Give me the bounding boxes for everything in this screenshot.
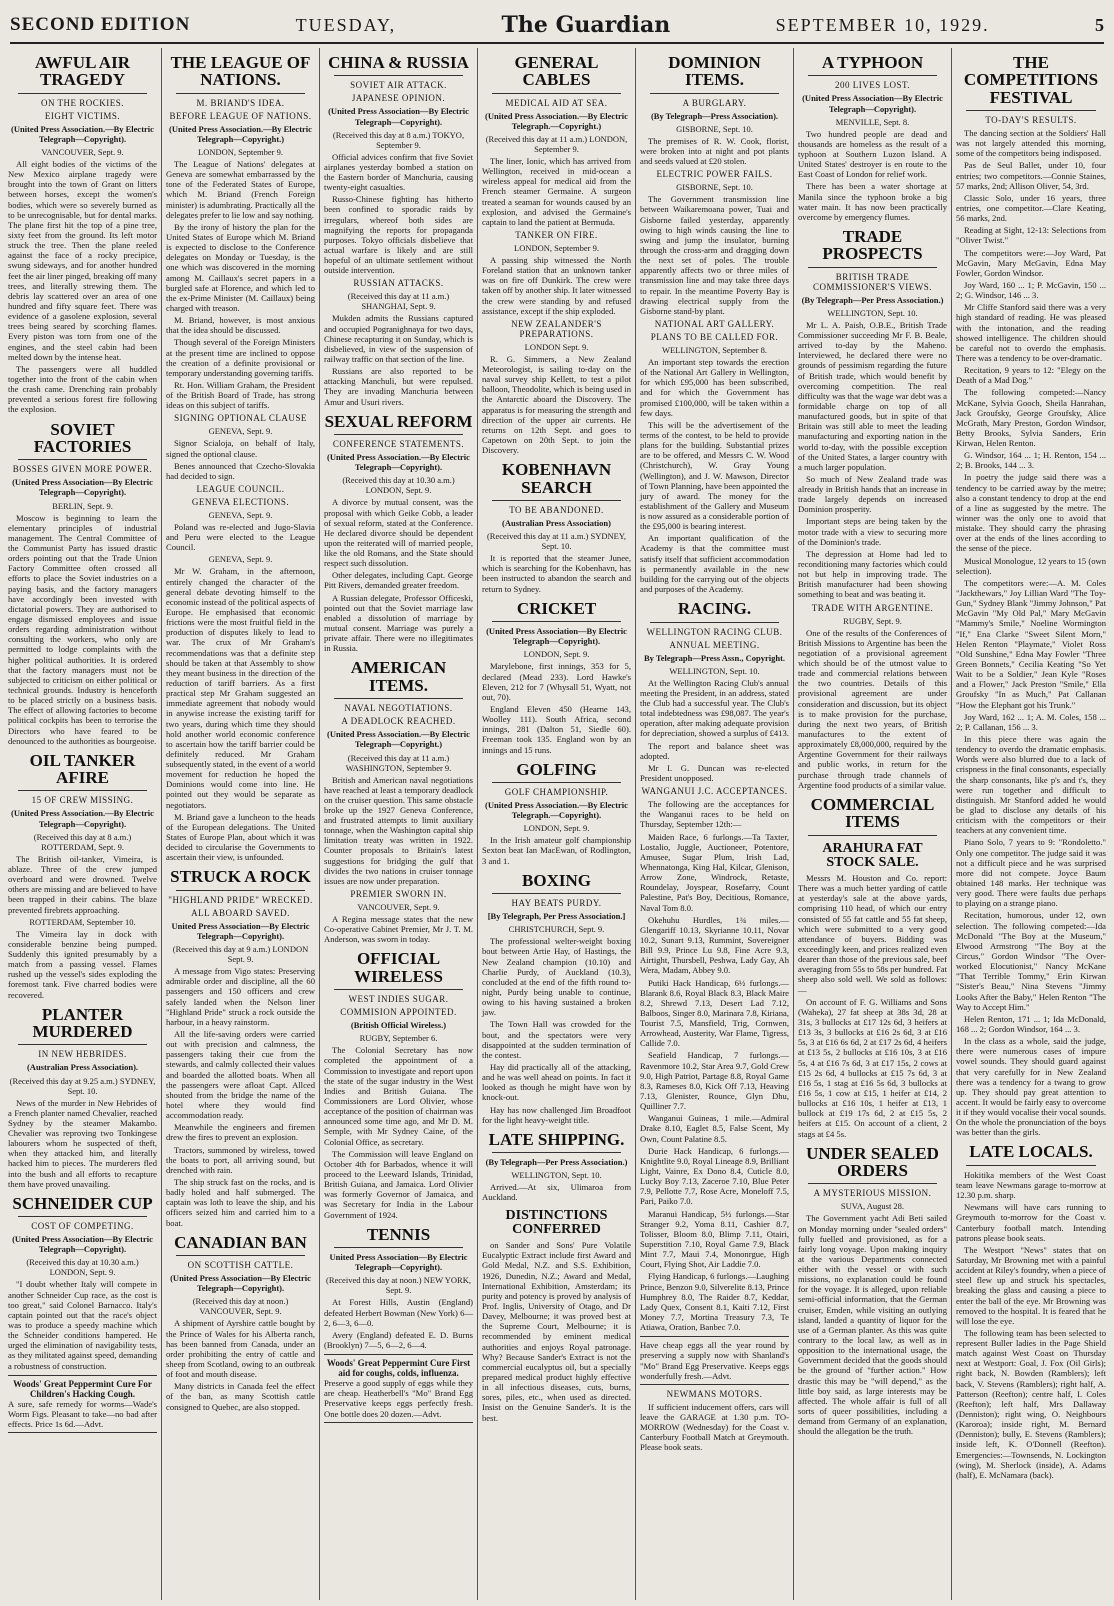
- subheading: ON SCOTTISH CATTLE.: [187, 1260, 294, 1271]
- credit-line: (United Press Association—By Electric Telegraph—Copyright).: [170, 1273, 311, 1294]
- article-paragraph: At Forest Hills, Austin (England) defeated Herbert Bowman (New York) 6—2, 6—3, 6—0.: [324, 1297, 473, 1328]
- column-3: [320, 48, 478, 1600]
- day-label: TUESDAY,: [295, 14, 397, 35]
- article-paragraph: A message from Vigo states: Preserving admirable order and discipline, all the 60 passengers and 150 officers and crew safely landed when the Nelson liner "Highland Pride" struck a rock outside the harbour, in a heavy rainstorm.: [166, 966, 315, 1027]
- article-paragraph: Other delegates, including Capt. George Pitt Rivers, demanded greater freedom.: [324, 570, 473, 591]
- headline: AWFUL AIR TRAGEDY: [35, 53, 130, 90]
- dateline: (Received this day at 8 a.m.) TOKYO, September 9.: [332, 129, 465, 150]
- headline: DOMINION ITEMS.: [668, 53, 761, 90]
- article-paragraph: A shipment of Ayrshire cattle bought by the Prince of Wales for his Alberta ranch, has been banned from Canada, under an order prohibiting the entry of cattle and sheep from Scotland, owing to an outbreak of foot and mouth disease.: [166, 1318, 315, 1380]
- article-paragraph: This will be the advertisement of the terms of the contest, to be held to provide plans for the building. Substantial prizes are to be offered, and Messrs C. W. Wood (Christchurch), W. Gray Young (Wellington), and J. W. Mawson, Director of Town Planning, have been appointed the jury of award. The money for the establishment of the Gallery and Museum is now assured as a considerable portion of the £95,000 is bearing interest.: [640, 419, 789, 532]
- dateline: GISBORNE, Sept. 10.: [676, 182, 753, 193]
- headline: OFFICIAL WIRELESS: [354, 949, 443, 986]
- article-paragraph: M. Briand, however, is most anxious that the idea should be discussed.: [166, 315, 315, 336]
- subheading: ALL ABOARD SAVED.: [191, 907, 290, 918]
- article-paragraph: Recitation, 9 years to 12: "Elegy on the Death of a Mad Dog.": [956, 365, 1106, 386]
- article-paragraph: The League of Nations' delegates at Geneva are somewhat embarrassed by the tone of the Federated States of Europe, which M. Briand (French Foreign minister) is adumbrating. Practically all the delegates prefer to lie low and say nothing.: [166, 159, 315, 220]
- credit-line: (United Press Association—By Electric Telegraph—Copyright).: [486, 626, 627, 647]
- subheading: TANKER ON FIRE.: [515, 230, 598, 241]
- article-paragraph: Classic Solo, under 16 years, three entries, one competitor.—Clare Keating, 56 marks, 2nd.: [956, 192, 1106, 224]
- headline-rule: [18, 1216, 147, 1217]
- column-6: [794, 48, 952, 1600]
- article-paragraph: The liner, Ionic, which has arrived from Wellington, received in mid-ocean a wireless appeal for medical aid from the French steamer Germaine. A surgeon treated a seaman for wounds caused by an explosion, and advised the Germaine's captain to land the patient at Bermuda.: [482, 156, 631, 227]
- article-paragraph: In this piece there was again the tendency to overdo the dramatic emphasis. Words were also blurred due to a lack of crispness in the final consonants, especially the sharp consonants, like p's and t's, they were run together and difficult to distinguish. Mr Stanford added he would be glad to disclose any details of his criticism with the competitors or their teachers at any convenient time.: [956, 734, 1106, 836]
- article-paragraph: Mr L. A. Paish, O.B.E., British Trade Commissioner succeeding Mr F. B. Beale, arrived to-day by the Maheno. Interviewed, he declared there were no grounds of pessimism regarding the future of British trade, which would benefit by overcoming competition. The real difficulty was that the wage war debt was a formidable charge on top of all manufactured goods, but in spite of that Britain was still able to meet the leading manufacturing and exporting nation in the world to-day, with the possible exception of the United States, a larger country with a much larger population.: [798, 319, 947, 472]
- article-paragraph: In the Irish amateur golf championship Sexton beat Ian MacEwan, of Rodlington, 3 and 1.: [482, 835, 631, 866]
- headline: UNDER SEALED ORDERS: [806, 1143, 939, 1181]
- subheading: COST OF COMPETING.: [31, 1221, 134, 1232]
- headline: COMMERCIAL ITEMS: [810, 794, 935, 832]
- article-paragraph: Durie Hack Handicap, 6 furlongs.—Knightlite 9.0, Royal Lineage 8.9, Brilliant Light, Vainre, Ex Dono 8.4, Cuticle 8.0, Lucky Boy 7.13, Zaceroe 7.10, Blue Peter 7.9, Pellotte 7.7, Rose Acre, Moneloff 7.5, Pari, Paiko 7.0.: [640, 1145, 789, 1207]
- dateline: GENEVA, Sept. 9.: [208, 509, 273, 520]
- article-paragraph: Poland was re-elected and Jugo-Slavia and Peru were elected to the League Council.: [166, 521, 315, 553]
- headline-rule: [334, 75, 463, 76]
- article-paragraph: England Eleven 450 (Hearne 143, Woolley 111). South Africa, second innings, 281 (Dalton 51, Siedle 60). Freeman took 135. England won by an innings and 15 runs.: [482, 703, 631, 755]
- credit-line: (By Telegraph—Per Press Association.): [485, 1157, 628, 1168]
- dateline: CHRISTCHURCH, Sept. 9.: [508, 924, 605, 935]
- article-paragraph: Rt. Hon. William Graham, the President of the British Board of Trade, has strong ideas on this subject of tariffs.: [166, 379, 315, 411]
- article-paragraph: On account of F. G. Williams and Sons (Waheka), 27 fat sheep at 38s 3d, 28 at 31s, 3 bullocks at £17 12s 6d, 3 heifers at £13 3s, 3 bullocks at £16 2s 6d, 3 at £16 5s, 3 at £16 6s 6d, 2 at £17 2s 6d, 4 heifers at £13 5s, 2 bullocks at £16 10s, 3 at £16 5s, 4 at £16 7s 6d, 3 at £17 15s, 2 cows at £15 2s 6d, 4 bullocks at £15 7s 6d, 3 at £16 5s, 1 stag at £16 5s 6d, 3 bullocks at £16 5s, 1 cow at £15, 1 heifer at £14, 2 bullocks at £16 10s, 1 heifer at £13, 1 bullock at £19 17s 6d, 2 at £15 5s, 2 heifers at £15. On account of a client, 2 stags at £4 5s.: [798, 996, 947, 1139]
- subheading: ELECTRIC POWER FAILS.: [656, 169, 773, 180]
- article-paragraph: News of the murder in New Hebrides of a French planter named Chevalier, reached Sydney by the steamer Makambo. Chevalier was reproving two Tonkingese labourers whom he suspected of theft, when they attacked him, and literally hacked him to pieces. The murderers fled into the bush and all efforts to recapture them have proved unavailing.: [8, 1097, 157, 1189]
- dateline: LONDON, Sept. 9.: [523, 649, 590, 660]
- subheading: BRITISH TRADE COMMISSIONER'S VIEWS.: [813, 271, 932, 292]
- subheading: PLANS TO BE CALLED FOR.: [650, 331, 779, 342]
- headline-rule: [334, 698, 463, 699]
- article-paragraph: In the class as a whole, said the judge, there were numerous cases of impure vowel sounds. They should guard against that very carefully for in New Zealand there was a tendency for a twang to grow up. They should pay great attention to accent. It would be fairly easy to overcome it if they would vocalise their vocal sounds. On the whole the pronunciation of the boys was better than the girls.: [956, 1036, 1106, 1138]
- article-paragraph: If sufficient inducement offers, cars will leave the GARAGE at 1.30 p.m. TO-MORROW (Wednesday) for the Coast v. Canterbury Football Match at Greymouth. Please book seats.: [640, 1401, 789, 1453]
- article-paragraph: The passengers were all huddled together into the front of the cabin when the crash came. Drenching rain probably prevented a serious forest fire following the explosion.: [8, 363, 157, 415]
- article-paragraph: Reading at Sight, 12-13: Selections from "Oliver Twist.": [956, 225, 1106, 246]
- subheading: GENEVA ELECTIONS.: [191, 496, 290, 507]
- article-paragraph: on Sander and Sons' Pure Volatile Eucalyptic Extract include first Award and Gold Medal, N.Z. and S.S. Exhibition, 1926, Dunedin, N.Z.; Award and Medal, International Exhibition, Amsterdam; its purity and potency is proved by analysis of Prof. Inglis, University of Otago, and Dr Davey, Melbourne; it was proved best at the Supreme Court, Melbourne; it is recommended by eminent medical authorities and enjoys Royal patronage. Why? Because Sander's Extract is not the commercial eucalyptus oil, but a specially prepared medical product highly effective in all infectious diseases, cuts, burns, sores, piles, etc., when used as directed. Insist on the Genuine Sander's. It is the best.: [482, 1240, 631, 1423]
- subheading: NEW ZEALANDER'S PREPARATIONS.: [511, 318, 602, 339]
- subheading: WEST INDIES SUGAR.: [348, 994, 449, 1005]
- headline-rule: [808, 75, 937, 76]
- dateline: RUGBY, Sept. 9.: [843, 615, 902, 626]
- article-paragraph: Musical Monologue, 12 years to 15 (own selection).: [956, 555, 1107, 576]
- article-paragraph: A Regina message states that the new Co-operative Cabinet Premier, Mr J. T. M. Anderson, was sworn in today.: [324, 914, 473, 945]
- article-paragraph: The British oil-tanker, Vimeira, is ablaze. Three of the crew jumped overboard and were drowned. Twelve others are missing and are believed to have been trapped in their cabins. The blaze prevented firebrets approaching.: [8, 853, 157, 915]
- subheading: TO-DAY'S RESULTS.: [985, 114, 1077, 125]
- article-paragraph: The ship struck fast on the rocks, and is badly holed and half submerged. The captain was loth to leave the ship, and his officers seized him and carried him to a boat.: [166, 1176, 315, 1228]
- advertisement-text: Have cheap eggs all the year round by preserving a supply now with Shanland's "Mo" Brand Egg Preservative. Keeps eggs wonderfully fresh.—Advt.: [640, 1340, 789, 1381]
- subheading: WELLINGTON RACING CLUB.: [646, 626, 783, 637]
- dateline: (Received this day at 11 a.m.) WASHINGTON, September 9.: [345, 752, 452, 773]
- dateline: (Received this day at 10.30 a.m.) LONDON, Sept. 9.: [342, 475, 455, 496]
- article-paragraph: Wanganui Guineas, 1 mile.—Admiral Drake 8.10, Eaglet 8.5, False Scent, My Own, Count Palatine 8.5.: [640, 1113, 789, 1144]
- headline: THE LEAGUE OF NATIONS.: [170, 53, 311, 90]
- article-paragraph: Benes announced that Czecho-Slovakia had decided to sign.: [166, 460, 315, 481]
- column-4: [478, 48, 636, 1600]
- headline: OIL TANKER AFIRE: [29, 750, 136, 788]
- dateline: GENEVA, Sept. 9.: [208, 426, 273, 437]
- article-paragraph: The Westport "News" states that on Saturday, Mr Browning met with a painful accident at Riley's foundry, when a piece of steel flew up and struck his spectacles, breaking the glass and causing a piece to enter the ball of the eye. Mr Browning was removed to the hospital. It is feared that he will lose the eye.: [956, 1244, 1106, 1326]
- article-paragraph: The following are the acceptances for the Wanganui races to be held on Thursday, September 12th:—: [640, 799, 789, 830]
- article-paragraph: Helen Renton, 171 ... 1; Ida McDonald, 168 ... 2; Gordon Windsor, 164 ... 3.: [956, 1013, 1106, 1034]
- subheading: A DEADLOCK REACHED.: [341, 716, 456, 727]
- edition-label: SECOND EDITION: [10, 14, 191, 35]
- advertisement-heading: Woods' Great Peppermint Cure First aid for coughs, colds, influenza.: [326, 1358, 471, 1379]
- article-paragraph: Mr Cliffe Stanford said there was a very high standard of reading. He was pleased with the intonation, and the reading showed intelligence. The children should be careful not to overdo the emphasis. There was a tendency to be over-dramatic.: [956, 302, 1106, 363]
- article-paragraph: Mr W. Graham, in the afternoon, entirely changed the character of the general debate devoting himself to the economic instead of the political aspects of Europe. He emphasised that economic frictions were the most fruitful field in the production of disputes likely to lead to war. The crux of Mr Graham's recommendations was that a definite step should be taken at that Assembly to show they meant business in the direction of the reduction of tariff barriers. As a first practical step Mr Graham suggested an immediate agreement that nobody would in anywise increase the existing tariff for two years, during which time they should hold another world economic conference to ascertain how the tariff barrier could be definitely reduced. Mr Graham subsequently stated, in the event of a world movement for reduction he hoped the Dominions would come into line. He pointed out they would be separate as negotiators.: [166, 566, 315, 810]
- subheading: MEDICAL AID AT SEA.: [505, 97, 608, 108]
- subheading: JAPANESE OPINION.: [351, 93, 446, 104]
- dateline: GISBORNE, Sept. 10.: [676, 123, 753, 134]
- credit-line: (United Press Association—By Electric Telegraph—Copyright).: [12, 477, 153, 498]
- subheading: WANGANUI J.C. ACCEPTANCES.: [641, 786, 788, 797]
- headline: ARAHURA FAT STOCK SALE.: [822, 840, 923, 870]
- credit-line: (United Press Association.—By Electric Telegraph—Copyright.): [327, 729, 470, 750]
- article-paragraph: An important step towards the erection of the National Art Gallery in Wellington, for which £95,000 has been subscribed, and for which the Government has promised £100,000, will be taken within a few days.: [640, 356, 789, 418]
- article-paragraph: Pas de Seul Ballet, under 10, four entries; two competitors.—Connie Staines, 57 marks, 2nd; Allison Oliver, 54, 3rd.: [956, 160, 1106, 191]
- subheading: TRADE WITH ARGENTINE.: [811, 602, 934, 613]
- headline-rule: [492, 621, 621, 622]
- dateline: WELLINGTON, Sept. 10.: [511, 1170, 602, 1181]
- article-paragraph: There has been a water shortage at Manila since the typhoon broke a big water main. It has now been practically overcome by emergency flumes.: [798, 181, 947, 222]
- dateline: ROTTERDAM, September 10.: [29, 916, 136, 927]
- subheading: A MYSTERIOUS MISSION.: [813, 1188, 932, 1199]
- article-paragraph: The Colonial Secretary has now completed the appointment of a Commission to investigate and report upon the state of the sugar industry in the West Indies and British Guiana. The Commissioners are Lord Olivier, whose acceptance of the position of chairman was announced some time ago, and Mr D. M. Semple, with Mr Sydney Caine, of the Colonial Office, as secretary.: [324, 1045, 473, 1147]
- subheading: IN NEW HEBRIDES.: [38, 1049, 127, 1060]
- headline: A TYPHOON: [821, 53, 924, 72]
- advertisement-heading: Woods' Great Peppermint Cure For Children's Hacking Cough.: [13, 1378, 152, 1399]
- article-paragraph: The dancing section at the Soldiers' Hall was not largely attended this morning, some of the competitors being indisposed.: [956, 127, 1106, 159]
- headline-rule: [808, 267, 937, 268]
- credit-line: (United Press Association.—By Electric Telegraph.—Copyright.): [485, 110, 628, 131]
- article-paragraph: The premises of R. W. Cook, florist, were broken into at night and pot plants and seeds valued at £20 stolen.: [640, 135, 789, 167]
- advertisement: [640, 1336, 789, 1385]
- article-paragraph: The Commission will leave England on October 4th for Barbados, whence it will proceed to the Leeward Islands, Trinidad, British Guiana, and Jamaica. Lord Olivier was formerly Governor of Jamaica, and was Secretary for India in the Labour Government of 1924.: [324, 1148, 473, 1220]
- article-paragraph: Messrs M. Houston and Co. report: There was a much better yarding of cattle at yesterday's sale at the above yards, comprising 110 head, of which our entry consisted of 55 fat cattle and 55 fat sheep, which were submitted to a very good attendance of buyers. Bidding was exceedingly keen, and prices realized even dearer than those of the previous sale, beef averaging from 55s to 58s per hundred. Fat sheep also sold well. We sold as follows:—: [798, 873, 947, 995]
- article-paragraph: The professional welter-weight boxing bout between Artie Hay, of Hastings, the New Zealand champion (10.10) and Charlie Purdy, of Auckland (10.3), concluded at the end of the fifth round to-night, Purdy being unable to continue, owing to his having sustained a broken jaw.: [482, 936, 631, 1018]
- issue-date: SEPTEMBER 10, 1929.: [775, 14, 990, 35]
- article-paragraph: Okehuhu Hurdles, 1¾ miles.—Glengariff 10.13, Skyrianne 10.11, Novar 10.2, Sunart 9.13, Rummint, Sovereigner Bill 9.9, Prince Lu 9.8, Fine Acre 9.3, Airtight, Thursbell, Peshwa, Lady Gay, Ah Wera, Madam, Abbey 9.0.: [640, 914, 789, 976]
- article-paragraph: R. G. Simmers, a New Zealand Meteorologist, is sailing to-day on the naval survey ship Kellett, to test a pilot balloon, Theodolite, which is being used in the Antarctic aboard the Discovery. The apparatus is for measuring the strength and direction of the upper air currents. He returns on 12th Sept. and goes to Capetown on 20th Sept. to join the Discovery.: [482, 353, 631, 456]
- article-paragraph: The report and balance sheet was adopted.: [640, 740, 789, 761]
- article-paragraph: Tractors, summoned by wireless, towed the boats to port, all arriving sound, but drenched with rain.: [166, 1144, 315, 1175]
- column-5: [636, 48, 794, 1600]
- column-2: [162, 48, 320, 1600]
- subheading: A BURGLARY.: [682, 97, 747, 108]
- subheading: EIGHT VICTIMS.: [44, 110, 121, 121]
- dateline: LONDON, September 9.: [198, 147, 283, 158]
- article-paragraph: Many districts in Canada feel the effect of the ban, as many Scottish cattle consigned to Quebec, are also stopped.: [166, 1381, 315, 1412]
- dateline: (Received this day at 9.25 a.m.) SYDNEY, Sept. 10.: [9, 1075, 156, 1096]
- headline-rule: [176, 93, 305, 94]
- subheading: GOLF CHAMPIONSHIP.: [504, 786, 609, 797]
- credit-line: (United Press Association—By Electric Telegraph—Copyright).: [328, 106, 469, 127]
- headline: PLANTER MURDERED: [32, 1004, 133, 1041]
- headline: LATE SHIPPING.: [488, 1129, 625, 1149]
- dateline: SUVA, August 28.: [840, 1201, 905, 1212]
- credit-line: United Press Association—By Electric Telegraph—Copyright).: [171, 920, 310, 941]
- article-paragraph: Though several of the Foreign Ministers at the present time are inclined to oppose the creation of a definite provisional or temporary understanding governing tariffs.: [166, 337, 315, 378]
- credit-line: By Telegraph—Press Assn., Copyright.: [643, 652, 786, 663]
- headline-rule: [176, 1255, 305, 1256]
- article-paragraph: Russians are also reported to be attacking Manchuli, but were repulsed. They are invading Manchuria between Amur and Usuri rivers.: [324, 366, 473, 407]
- headline: BOXING: [522, 870, 591, 890]
- article-paragraph: Avery (England) defeated E. D. Burns (Brooklyn) 7—5, 6—2, 6—4.: [324, 1329, 473, 1350]
- headline-rule: [966, 110, 1096, 111]
- credit-line: (United Press Association.—By Electric Telegraph—Copyright).: [327, 451, 470, 473]
- subheading: M. BRIAND'S IDEA.: [196, 97, 285, 108]
- dateline: (Received this day at 11 a.m.) SYDNEY, Sept. 10.: [486, 531, 627, 552]
- headline-rule: [334, 434, 463, 435]
- article-paragraph: Arrived.—At six, Ulimaroa from Auckland.: [482, 1182, 631, 1203]
- article-columns: [4, 48, 1110, 1600]
- credit-line: (Australian Press Association): [502, 517, 611, 528]
- article-paragraph: By the irony of history the plan for the United States of Europe which M. Briand is expected to disclose to the Conference delegates on Monday or Tuesday, is the one which was discovered in the morning among M. Caillaux's secret papers in a burgled safe at Florence, and which led to the ex-Prime Minister (M. Caillaux) being charged with treason.: [166, 221, 315, 313]
- subheading: NEWMANS MOTORS.: [666, 1388, 763, 1399]
- article-paragraph: One of the results of the Conferences of British Missions to Argentine has been the negotiation of a provisional agreement which should be of the utmost value to trade and commercial relations between the two countries. Details of this provisional agreement are under consideration and discussion, but its object is to make provision for the purchase, during the next two years, of British manufactures to the extent of approximately £8,000,000, required by the Argentine Government for their railways and public works, in return for the purchase through trade channels of Argentine food products of a similar value.: [798, 627, 947, 790]
- article-paragraph: The following competed:—Nancy McKane, Sylvia Gooch, Sheila Hanrahan, Jack Groufsky, George Groufsky, Alice McGrath, Mary Preston, Gordon Windsor, Betty Brooks, Sylvia Sanders, Erin Kirwan, Helen Renton.: [956, 387, 1106, 449]
- credit-line: (United Press Association—By Electric Telegraph—Copyright).: [12, 1234, 153, 1255]
- column-1: [4, 48, 162, 1600]
- advertisement: [8, 1375, 157, 1433]
- article-paragraph: Putiki Hack Handicap, 6½ furlongs.—Blarank 8.6, Royal Black 8.3, Black Maire 8.2, Shrewd 7.13, Desert Lad 7.12, Balboos, Singer 8.0, Marinara 7.8, Kiriana, Tourist 7.5, Mansfield, Trig, Cornwen, Arrowhead, Austerity, War Flame, Tigress, Callide 7.0.: [640, 977, 789, 1049]
- headline-rule: [650, 93, 779, 94]
- headline: AMERICAN ITEMS.: [350, 658, 447, 695]
- article-paragraph: Piano Solo, 7 years to 9: "Rondoletto." Only one competitor. The judge said it was not a difficult piece and he was surprised more did not compete. Joyce Baum obtained 148 marks. Her technique was very good. There were faults due perhaps to playing on a strange piano.: [956, 837, 1106, 909]
- article-paragraph: Recitation, humorous, under 12, own selection. The following competed:—Ida McDonald "The Boy at the Museum," Elwood Armstrong "The Boy at the Circus," Gordon Windsor "The Over-worked Elocutionist," Nancy McKane "That Terrible Tommy," Erin Kirwan "Sister's Beau," Nina Stevens "Jimmy Looks After the Baby," Helen Renton "The Way to Accept Him.": [956, 910, 1106, 1012]
- article-paragraph: The Government transmission line between Waikaremoana power, Tuai and Gisborne failed yesterday, apparently owing to high winds causing the line to swing and jump the insulator, burning through the cross-arm and dragging down the next set of poles. The trouble apparently affects two or three miles of transmission line and may take three days to repair. In the meantime Poverty Bay is drawing electrical supply from the Gisborne stand-by plant.: [640, 194, 789, 316]
- headline-rule: [334, 989, 463, 990]
- advertisement: [324, 1354, 473, 1423]
- article-paragraph: All eight bodies of the victims of the New Mexico airplane tragedy were brought into the town of Grant on litters between horses, except the women's bodies, which were so severely burned as to be unrecognisable, but for dental marks. The plane first hit the top of a pine tree, sixty feet from the ground. Its left motor struck the tree. Then the plane reeled against the face of a rocky precipice, swung sideways, and for another hundred feet the air liner pinged, breaking off many trees, and literally strewing them. The debris lay scattered over an area of one hundred and fifty square feet. There was evidence of a gasolene explosion, several trees being seared by scorching flames. Every piston was torn from one of the engines, and the steel cabin had been melted down by the intense heat.: [8, 159, 157, 362]
- advertisement-text: Preserve a good supply of eggs while they are cheap. Heatherbell's "Mo" Brand Egg Preservative keeps eggs perfectly fresh. One bottle does 20 dozen.—Advt.: [324, 1378, 473, 1419]
- dateline: MENVILLE, Sept. 8.: [835, 116, 910, 127]
- advertisement-text: A sure, safe remedy for worms—Wade's Worm Figs. Pleasant to take—no bad after effects. Price 1s 6d.—Advt.: [8, 1398, 157, 1430]
- article-paragraph: The competitors were:—Joy Ward, Pat McGavin, Mary McGavin, Edna May Fowler, Gordon Windsor.: [956, 247, 1106, 278]
- masthead: [10, 8, 1104, 44]
- headline-rule: [492, 893, 621, 894]
- dateline: (Received this day at noon.) VANCOUVER, Sept. 9.: [192, 1296, 289, 1317]
- headline: CANADIAN BAN: [174, 1232, 307, 1252]
- credit-line: [By Telegraph, Per Press Association.]: [487, 911, 626, 922]
- credit-line: (United Press Association.—By Electric Telegraph—Copyright).: [11, 123, 154, 144]
- article-paragraph: The competitors were:—A. M. Coles "Jackthewars," Joy Lillian Ward "The Toy-Gun," Sydney Blank "Jimmy Johnson," Pat McGavin "My Old Pal," Mary McGavin "Mammy's Smile," Noeline Wormington "If," Ena Clarke "Sweet Silent Morn," Helen Renton "Playmate," Violet Ross "Old Sunshine," Edna May Fowler "Three Green Bonnets," Cecilia Keating "So Yet Wait to be a Soldier," Jean Kyle "Roses and a Flower," Jack Preston "Smile," Ella Groufsky "In as Much," Pat Callanan "How the Elephant got his Trunk.": [956, 577, 1106, 710]
- dateline: LONDON Sept. 9.: [524, 341, 589, 352]
- dateline: (Received this day at noon.) NEW YORK, Sept. 9.: [326, 1275, 471, 1296]
- credit-line: (United Press Association.—By Electric Telegraph—Copyright).: [11, 808, 154, 829]
- dateline: VANCOUVER, Sept. 9.: [357, 902, 440, 913]
- headline: SOVIET FACTORIES: [33, 419, 132, 456]
- article-paragraph: Newmans will have cars running to Greymouth to-morrow for the Coast v. Canterbury football match. Intending patrons please book seats.: [956, 1202, 1106, 1243]
- article-paragraph: Hay did practically all of the attacking, and he was well ahead on points. In fact it looked as though he might have won by knock-out.: [482, 1061, 631, 1103]
- article-paragraph: The Town Hall was crowded for the bout, and the spectators were very disappointed at the sudden termination of the contest.: [482, 1019, 631, 1060]
- article-paragraph: Russo-Chinese fighting has hitherto been confined to sporadic raids by irregulars, whereof both sides are magnifying the reports for propaganda purposes. Tokyo officials disbelieve that actual warfare is likely and are still hopeful of an ultimate settlement without outside intervention.: [324, 194, 473, 276]
- article-paragraph: Mukden admits the Russians captured and occupied Pogranighnaya for two days, Chinese recapturing it on Sunday, which is disbelieved, in view of the suspension of railway traffic on that section of the line.: [324, 313, 473, 364]
- dateline: (Received this day at 11 a.m.) LONDON, September 9.: [485, 134, 628, 155]
- headline: THE COMPETITIONS FESTIVAL: [963, 53, 1099, 107]
- article-paragraph: Two hundred people are dead and thousands are homeless as the result of a typhoon at Southern Luzon Island. A United States' destroyer is en route to the East Coast of London for relief work.: [798, 128, 947, 180]
- dateline: WELLINGTON, Sept. 10.: [669, 665, 760, 676]
- headline: GOLFING: [516, 759, 597, 779]
- newspaper-title: The Guardian: [501, 12, 671, 38]
- subheading: 200 LIVES LOST.: [834, 80, 911, 91]
- article-paragraph: At the Wellington Racing Club's annual meeting the President, in an address, stated the Club had a successful year. The Club's total indebtedness was £98,087. The year's operation, after making adequate provision for depreciation, showed a surplus of £413.: [640, 677, 789, 739]
- headline: CHINA & RUSSIA: [328, 53, 469, 72]
- dateline: (Received this day at 11 a.m.) SHANGHAI, Sept. 9.: [347, 291, 450, 312]
- headline-rule: [334, 1247, 463, 1248]
- subheading: ANNUAL MEETING.: [669, 639, 760, 650]
- dateline: (Received this day at 10.30 a.m.) LONDON, Sept. 9.: [26, 1257, 139, 1278]
- headline: CRICKET: [516, 598, 597, 618]
- article-paragraph: Maiden Race, 6 furlongs.—Ta Taxter, Lostalio, Juggle, Auctioneer, Potentore, Amusee, Sugar Plum, Irish Lad, Whennatonga, King Hal, Kilcar, Glenison, Arrow Zone, Windrock, Retaste, Roundelay, Joyspear, Rosefarry, Count Palestine, Pat's Boy, Decitious, Romance, Naval Tom 8.0.: [640, 831, 789, 913]
- dateline: RUGBY, September 6.: [359, 1033, 438, 1044]
- dateline: GENEVA, Sept. 9.: [208, 554, 273, 565]
- headline-rule: [492, 500, 621, 501]
- dateline: (Received this day at 8 a.m.) ROTTERDAM, Sept. 9.: [33, 831, 132, 852]
- article-paragraph: An important qualification of the Academy is that the committee must satisfy itself that sufficient accommodation is permanently available in the new building for the carrying out of the objects and purposes of the Academy.: [640, 533, 789, 595]
- column-7: [952, 48, 1110, 1600]
- credit-line: (By Telegraph—Per Press Association.): [801, 294, 944, 305]
- article-paragraph: Flying Handicap, 6 furlongs.—Laughing Prince, Benzon 9.0, Silverelite 8.13, Prince Humphrey 8.0, The Raider 8.7, Keddar, Lady Quex, Consent 8.1, Kaiti 7.12, First Money 7.7, Mortina Treasury 7.3, Te Atiawa, Oration, Banbec 7.0.: [640, 1271, 789, 1333]
- headline-rule: [492, 93, 621, 94]
- credit-line: (By Telegraph—Press Association).: [650, 110, 779, 121]
- subheading: PREMIER SWORN IN.: [350, 889, 447, 900]
- dateline: BERLIN, Sept. 9.: [52, 500, 113, 511]
- dateline: WELLINGTON, Sept. 10.: [827, 307, 918, 318]
- headline: RACING.: [677, 599, 752, 619]
- headline-rule: [808, 1183, 937, 1184]
- subheading: CONFERENCE STATEMENTS.: [332, 438, 465, 449]
- article-paragraph: Joy Ward, 162 ... 1; A. M. Coles, 158 ... 2; P. Callanan, 156 ... 3.: [956, 711, 1106, 732]
- dateline: LONDON, September 9.: [514, 243, 599, 254]
- article-paragraph: Joy Ward, 160 ... 1; P. McGavin, 150 ... 2; G. Windsor, 146 ... 3.: [956, 279, 1106, 301]
- credit-line: United Press Association—By Electric Telegraph—Copyright).: [329, 1252, 468, 1273]
- headline-rule: [808, 835, 937, 836]
- subheading: 15 OF CREW MISSING.: [31, 795, 134, 806]
- headline: STRUCK A ROCK: [170, 867, 311, 887]
- subheading: BEFORE LEAGUE OF NATIONS.: [169, 110, 312, 121]
- article-paragraph: Meanwhile the engineers and firemen drew the fires to prevent an explosion.: [166, 1122, 315, 1143]
- article-paragraph: The Government yacht Adi Beti sailed on Monday morning under "sealed orders" fully fuelled and provisioned, as for a fairly long voyage. Upon making inquiry at the various Departments connected either with the vessel or with such missions, no explanation could be found for the voyage. It is alleged, upon reliable semi-official information, that the German cruiser, Emden, while visiting an outlying island, landed a quantity of liquor for the use of a German planter. As this was quite contrary to the local law, as well as in opposition to the international usage, the Government decided that the goods should be the ground of "further action." How drastic this may be "will depend," as the little boy said, as large interests may be affected. The whole affair is full of all sorts of queer possibilities, including a demand from Germany of an explanation, should the allegation be the truth.: [798, 1213, 947, 1437]
- headline: TRADE PROSPECTS: [822, 226, 923, 264]
- article-paragraph: Hay has now challenged Jim Broadfoot for the light heavy-weight title.: [482, 1104, 631, 1125]
- credit-line: (United Press Association.—By Electric Telegraph.—Copyright).: [485, 799, 628, 821]
- headline: SCHNEIDER CUP: [12, 1193, 153, 1213]
- article-paragraph: Mr I. G. Duncan was re-elected President unopposed.: [640, 762, 789, 783]
- subheading: ON THE ROCKIES.: [40, 97, 125, 108]
- article-paragraph: Official advices confirm that five Soviet airplanes yesterday bombed a station on the Eastern border of Manchuria, causing twenty-eight casualties.: [324, 151, 473, 193]
- headline: LATE LOCALS.: [969, 1142, 1093, 1162]
- headline-rule: [18, 93, 147, 94]
- page-number: 5: [1094, 14, 1104, 35]
- headline-rule: [650, 622, 779, 623]
- article-paragraph: The depression at Home had led to reconditioning many factories which could not but help in improving trade. The British manufacturer had been showing something to beat and was beating it.: [798, 548, 947, 600]
- headline: SEXUAL REFORM: [324, 411, 473, 431]
- subheading: LEAGUE COUNCIL.: [196, 483, 285, 494]
- headline: TENNIS: [366, 1224, 431, 1244]
- article-paragraph: M. Briand gave a luncheon to the heads of the European delegations. The United States of Europe Plan, about which it was decided to circularise the Governments to ascertain their view, is unfounded.: [166, 811, 315, 863]
- headline: GENERAL CABLES: [514, 53, 599, 90]
- subheading: TO BE ABANDONED.: [509, 504, 604, 515]
- article-paragraph: British and American naval negotiations have reached at least a temporary deadlock on the cruiser question. This same obstacle broke up the 1927 Geneva Conference, and frustrated attempts to limit auxiliary tonnage, when the Washington capital ship limitation treaty was written in 1922. Counter proposals to Britain's latest suggestions for bridging the gulf that divides the two nations in cruiser tonnage issues are now under preparation.: [324, 774, 473, 886]
- subheading: RUSSIAN ATTACKS.: [353, 278, 444, 289]
- article-paragraph: A passing ship witnessed the North Foreland station that an unknown tanker was on fire off Dunkirk. The crew were taken off by another ship. It later witnessed the crew were standing by and refused assistance, except if the ship exploded.: [482, 255, 631, 316]
- article-paragraph: So much of New Zealand trade was already in British hands that an increase in trade largely depends on increased Dominion prosperity.: [798, 473, 947, 515]
- article-paragraph: A divorce by mutual consent, was the proposal with which Geike Cobb, a leader of sexual reform, stated at the Conference. He declared divorce should be dependent upon the reiterated will of married people, like the old Romans, and the State should respect such dissolution.: [324, 497, 473, 569]
- dateline: WELLINGTON, September 8.: [661, 344, 768, 355]
- headline-rule: [176, 890, 305, 891]
- article-paragraph: In poetry the judge said there was a tendency to be carried away by the metre; also a constant tendency to drop at the end of a line as suggested by the metre. The winner was the only one to avoid that mistake. They should carry the phrasing over at the ends of the lines according to the sense of the piece.: [956, 472, 1106, 554]
- credit-line: (Australian Press Association).: [26, 1062, 139, 1073]
- article-paragraph: Important steps are being taken by the motor trade with a view to securing more of the Dominion's trade.: [798, 516, 947, 547]
- headline-rule: [492, 782, 621, 783]
- article-paragraph: "I doubt whether Italy will compete in another Schneider Cup race, as the cost is too great," said Colonel Barnacco. Italy's captain pointed out that the race's object was to produce a speedy machine which the Schneider conditions hampered. He urged the elimination of navigability tests, as they militated against speed, demanding a robustness of construction.: [8, 1279, 157, 1371]
- headline-rule: [18, 790, 147, 791]
- subheading: SOVIET AIR ATTACK.: [350, 80, 447, 91]
- article-paragraph: The Vimeira lay in dock with considerable benzine being pumped. Suddenly this ignited presumably by a match from a passing vessel. Flames rushed up the vessel's sides exploding the foremost tank. Five charred bodies were recovered.: [8, 928, 157, 1000]
- credit-line: (British Official Wireless.): [350, 1020, 447, 1031]
- article-paragraph: Maranui Handicap, 5½ furlongs.—Star Stranger 9.2, Yoma 8.11, Cashier 8.7, Tolisser, Bloom 8.0, Blimp 7.11, Otairi, Superstition 7.10, Royal Game 7.9, Black Mint 7.7, Maui 7.4, Mononrgue, High Court, Flying Shot, Air Laddie 7.0.: [640, 1208, 789, 1270]
- subheading: SIGNING OPTIONAL CLAUSE: [174, 413, 307, 424]
- subheading: BOSSES GIVEN MORE POWER.: [12, 464, 153, 475]
- article-paragraph: G. Windsor, 164 ... 1; H. Renton, 154 ... 2; B. Brooks, 144 ... 3.: [956, 450, 1106, 471]
- article-paragraph: Hokitika members of the West Coast team leave Newmans garage to-morrow at 12.30 p.m. sharp.: [956, 1169, 1106, 1201]
- article-paragraph: A Russian delegate, Professor Officeski, pointed out that the Soviet marriage law enabled a dissolution of marriage by mutual consent. Marriage was purely a private affair. There were no illegitimates in Russia.: [324, 592, 473, 654]
- article-paragraph: All the life-saving orders were carried out with precision and calmness, the passengers taking their cue from the stewards, and calmly collected their values and boarded the allotted boats. When all the passengers were afloat Capt. Allced shouted from the bridge the name of the hotel where they would find accommodation ready.: [166, 1029, 315, 1121]
- article-paragraph: The following team has been selected to represent Buller ladies in the Page Shield match against West Coast on Thursday next at Westport: Goal, J. Fox (Oil Girls); right back, N. Bowden (Ramblers); left back, V. Stevens (Ramblers); right half, A. Patterson (Reefton); centre half, I. Coles (Reefton); left half, Mrs Dallaway (Denniston); right wing, O. Neighbours (Karoroa); inside right, M. Bernard (Denniston); bully, E. Stevens (Ramblers); inside left, K. O'Donnell (Reefton). Emergencies:—Townsends, N. Lockington (wing), M. Sherlock (inside), A. Adams (half), E. McNamara (back).: [956, 1327, 1106, 1480]
- article-paragraph: Seafield Handicap, 7 furlongs.—Ravenmore 10.2, Star Area 9.7, Gold Crew 9.0, High Patriot, Partage 8.8, Royal Game 8.3, Rameses 8.0, Kick Off 7.13, Heaving 7.13, Glenister, Rounce, Glyn Dhu, Quilliner 7.7.: [640, 1050, 789, 1112]
- headline: DISTINCTIONS CONFERRED: [505, 1207, 608, 1237]
- subheading: NATIONAL ART GALLERY.: [654, 318, 775, 329]
- dateline: VANCOUVER, Sept. 9.: [41, 147, 124, 158]
- dateline: (Received this day at 9 a.m.) LONDON Sept. 9.: [172, 944, 309, 965]
- subheading: "HIGHLAND PRIDE" WRECKED.: [168, 894, 313, 905]
- subheading: NAVAL NEGOTIATIONS.: [344, 703, 453, 714]
- credit-line: (United Press Association.—By Electric Telegraph—Copyright.): [169, 123, 312, 144]
- headline-rule: [492, 1152, 621, 1153]
- subheading: COMMISION APPOINTED.: [340, 1007, 457, 1018]
- dateline: LONDON, Sept. 9.: [523, 823, 590, 834]
- headline-rule: [18, 459, 147, 460]
- article-paragraph: Marylebone, first innings, 353 for 5, declared (Mead 233). Lord Hawke's Eleven, 212 for 7 (Whysall 51, Wyatt, not out, 70).: [482, 661, 631, 702]
- headline: KOBENHAVN SEARCH: [501, 460, 612, 497]
- headline-rule: [18, 1044, 147, 1045]
- subheading: HAY BEATS PURDY.: [511, 898, 602, 909]
- credit-line: (United Press Association—By Electric Telegraph—Copyright).: [802, 93, 943, 114]
- headline-rule: [966, 1165, 1096, 1166]
- article-paragraph: Signor Scialoja, on behalf of Italy, signed the optional clause.: [166, 438, 315, 459]
- article-paragraph: Moscow is beginning to learn the elementary principles of industrial management. The Central Committee of the Communist Party has issued drastic orders pointing out that the Trade Union Factory Committee often crossed all efforts to place the Soviet industries on a paying basis, and the factory managers have accordingly been invested with dictatorial powers. They are authorised to engage dismissed employees and issue orders regarding administration without consulting the workers, who only are permitted to lodge complaints with the higher political authorities. It is ordered that the factory managers must not be subjected to criticism on either political or technical grounds. Industry is henceforth to be placed strictly on a business basis. The effect of allowing factories to become political cockpits has been to terrorise the Directors who have feared to be denounced to the authorities as bourgeoise.: [8, 512, 157, 746]
- article-paragraph: It is reported that the steamer Junee, which is searching for the Kobenhavn, has been instructed to abandon the search and return to Sydney.: [482, 553, 631, 594]
